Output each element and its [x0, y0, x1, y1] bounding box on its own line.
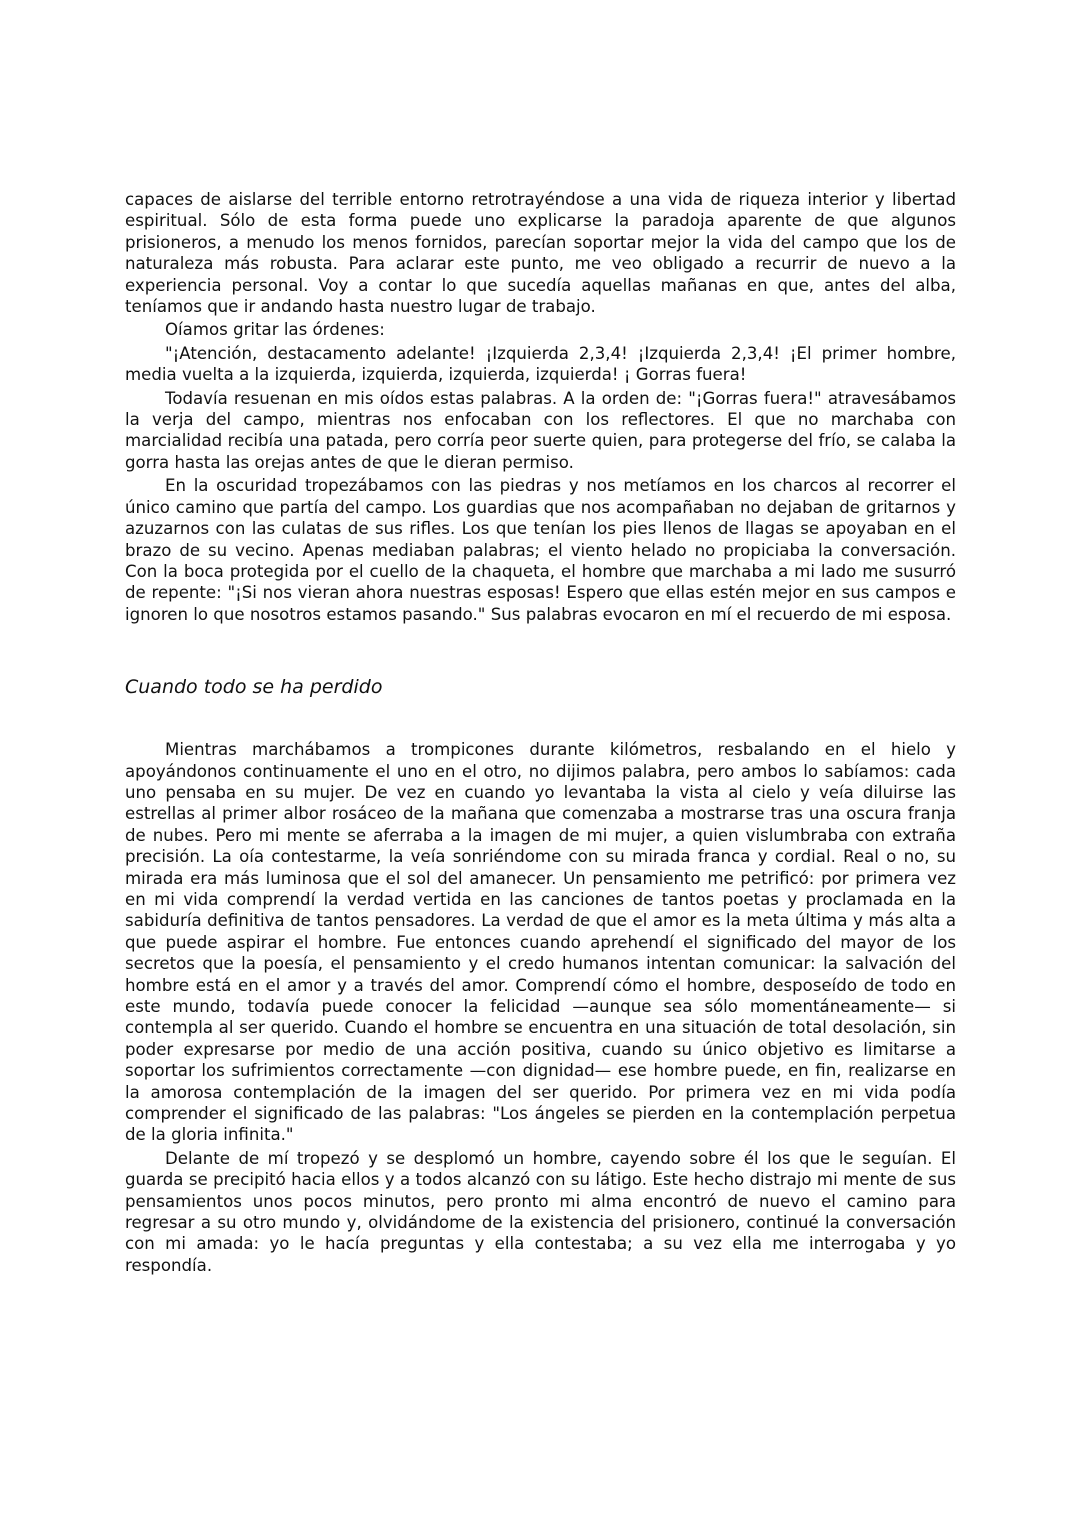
paragraph: capaces de aislarse del terrible entorno retrotrayéndose a una vida de riqueza interior y libertad espiritual. Sólo de esta forma puede uno explicarse la paradoja aparente de que algunos prisioneros, a menudo los menos fornidos, parecían soportar mejor la vida del campo que los de naturaleza más robusta. Para aclarar este punto, me veo obligado a recurrir de nuevo a la experiencia personal. Voy a contar lo que sucedía aquellas mañanas en que, antes del alba, teníamos que ir andando hasta nuestro lugar de trabajo.: [125, 190, 956, 317]
section-heading: Cuando todo se ha perdido: [125, 676, 383, 699]
paragraph: Mientras marchábamos a trompicones durante kilómetros, resbalando en el hielo y apoyándonos continuamente el uno en el otro, no dijimos palabra, pero ambos lo sabíamos: cada uno pensaba en su mujer. De vez en cuando yo levantaba la vista al cielo y veía diluirse las estrellas al primer albor rosáceo de la mañana que comenzaba a mostrarse tras una oscura franja de nubes. Pero mi mente se aferraba a la imagen de mi mujer, a quien vislumbraba con extraña precisión. La oía contestarme, la veía sonriéndome con su mirada franca y cordial. Real o no, su mirada era más luminosa que el sol del amanecer. Un pensamiento me petrificó: por primera vez en mi vida comprendí la verdad vertida en las canciones de tantos poetas y proclamada en la sabiduría definitiva de tantos pensadores. La verdad de que el amor es la meta última y más alta a que puede aspirar el hombre. Fue entonces cuando aprehendí el significado del mayor de los secretos que la poesía, el pensamiento y el credo humanos intentan comunicar: la salvación del hombre está en el amor y a través del amor. Comprendí cómo el hombre, desposeído de todo en este mundo, todavía puede conocer la felicidad —aunque sea sólo momentáneamente— si contempla al ser querido. Cuando el hombre se encuentra en una situación de total desolación, sin poder expresarse por medio de una acción positiva, cuando su único objetivo es limitarse a soportar los sufrimientos correctamente —con dignidad— ese hombre puede, en fin, realizarse en la amorosa contemplación de la imagen del ser querido. Por primera vez en mi vida podía comprender el significado de las palabras: "Los ángeles se pierden en la contemplación perpetua de la gloria infinita.": [125, 740, 956, 1145]
paragraph: Delante de mí tropezó y se desplomó un hombre, cayendo sobre él los que le seguían. El guarda se precipitó hacia ellos y a todos alcanzó con su látigo. Este hecho distrajo mi mente de sus pensamientos unos pocos minutos, pero pronto mi alma encontró de nuevo el camino para regresar a su otro mundo y, olvidándome de la existencia del prisionero, continué la conversación con mi amada: yo le hacía preguntas y ella contestaba; a su vez ella me interrogaba y yo respondía.: [125, 1148, 956, 1275]
paragraph: "¡Atención, destacamento adelante! ¡Izquierda 2,3,4! ¡Izquierda 2,3,4! ¡El primer hombre, media vuelta a la izquierda, izquierda, izquierda, izquierda! ¡ Gorras fuera!: [125, 343, 956, 385]
document-page: [125, 189, 956, 1278]
paragraph: Todavía resuenan en mis oídos estas palabras. A la orden de: "¡Gorras fuera!" atravesábamos la verja del campo, mientras nos enfocaban con los reflectores. El que no marchaba con marcialidad recibía una patada, pero corría peor suerte quien, para protegerse del frío, se calaba la gorra hasta las orejas antes de que le dieran permiso.: [125, 388, 956, 472]
paragraph: En la oscuridad tropezábamos con las piedras y nos metíamos en los charcos al recorrer el único camino que partía del campo. Los guardias que nos acompañaban no dejaban de gritarnos y azuzarnos con las culatas de sus rifles. Los que tenían los pies llenos de llagas se apoyaban en el brazo de su vecino. Apenas mediaban palabras; el viento helado no propiciaba la conversación. Con la boca protegida por el cuello de la chaqueta, el hombre que marchaba a mi lado me susurró de repente: "¡Si nos vieran ahora nuestras esposas! Espero que ellas estén mejor en sus campos e ignoren lo que nosotros estamos pasando." Sus palabras evocaron en mí el recuerdo de mi esposa.: [125, 476, 956, 624]
paragraph: Oíamos gritar las órdenes:: [165, 320, 385, 340]
